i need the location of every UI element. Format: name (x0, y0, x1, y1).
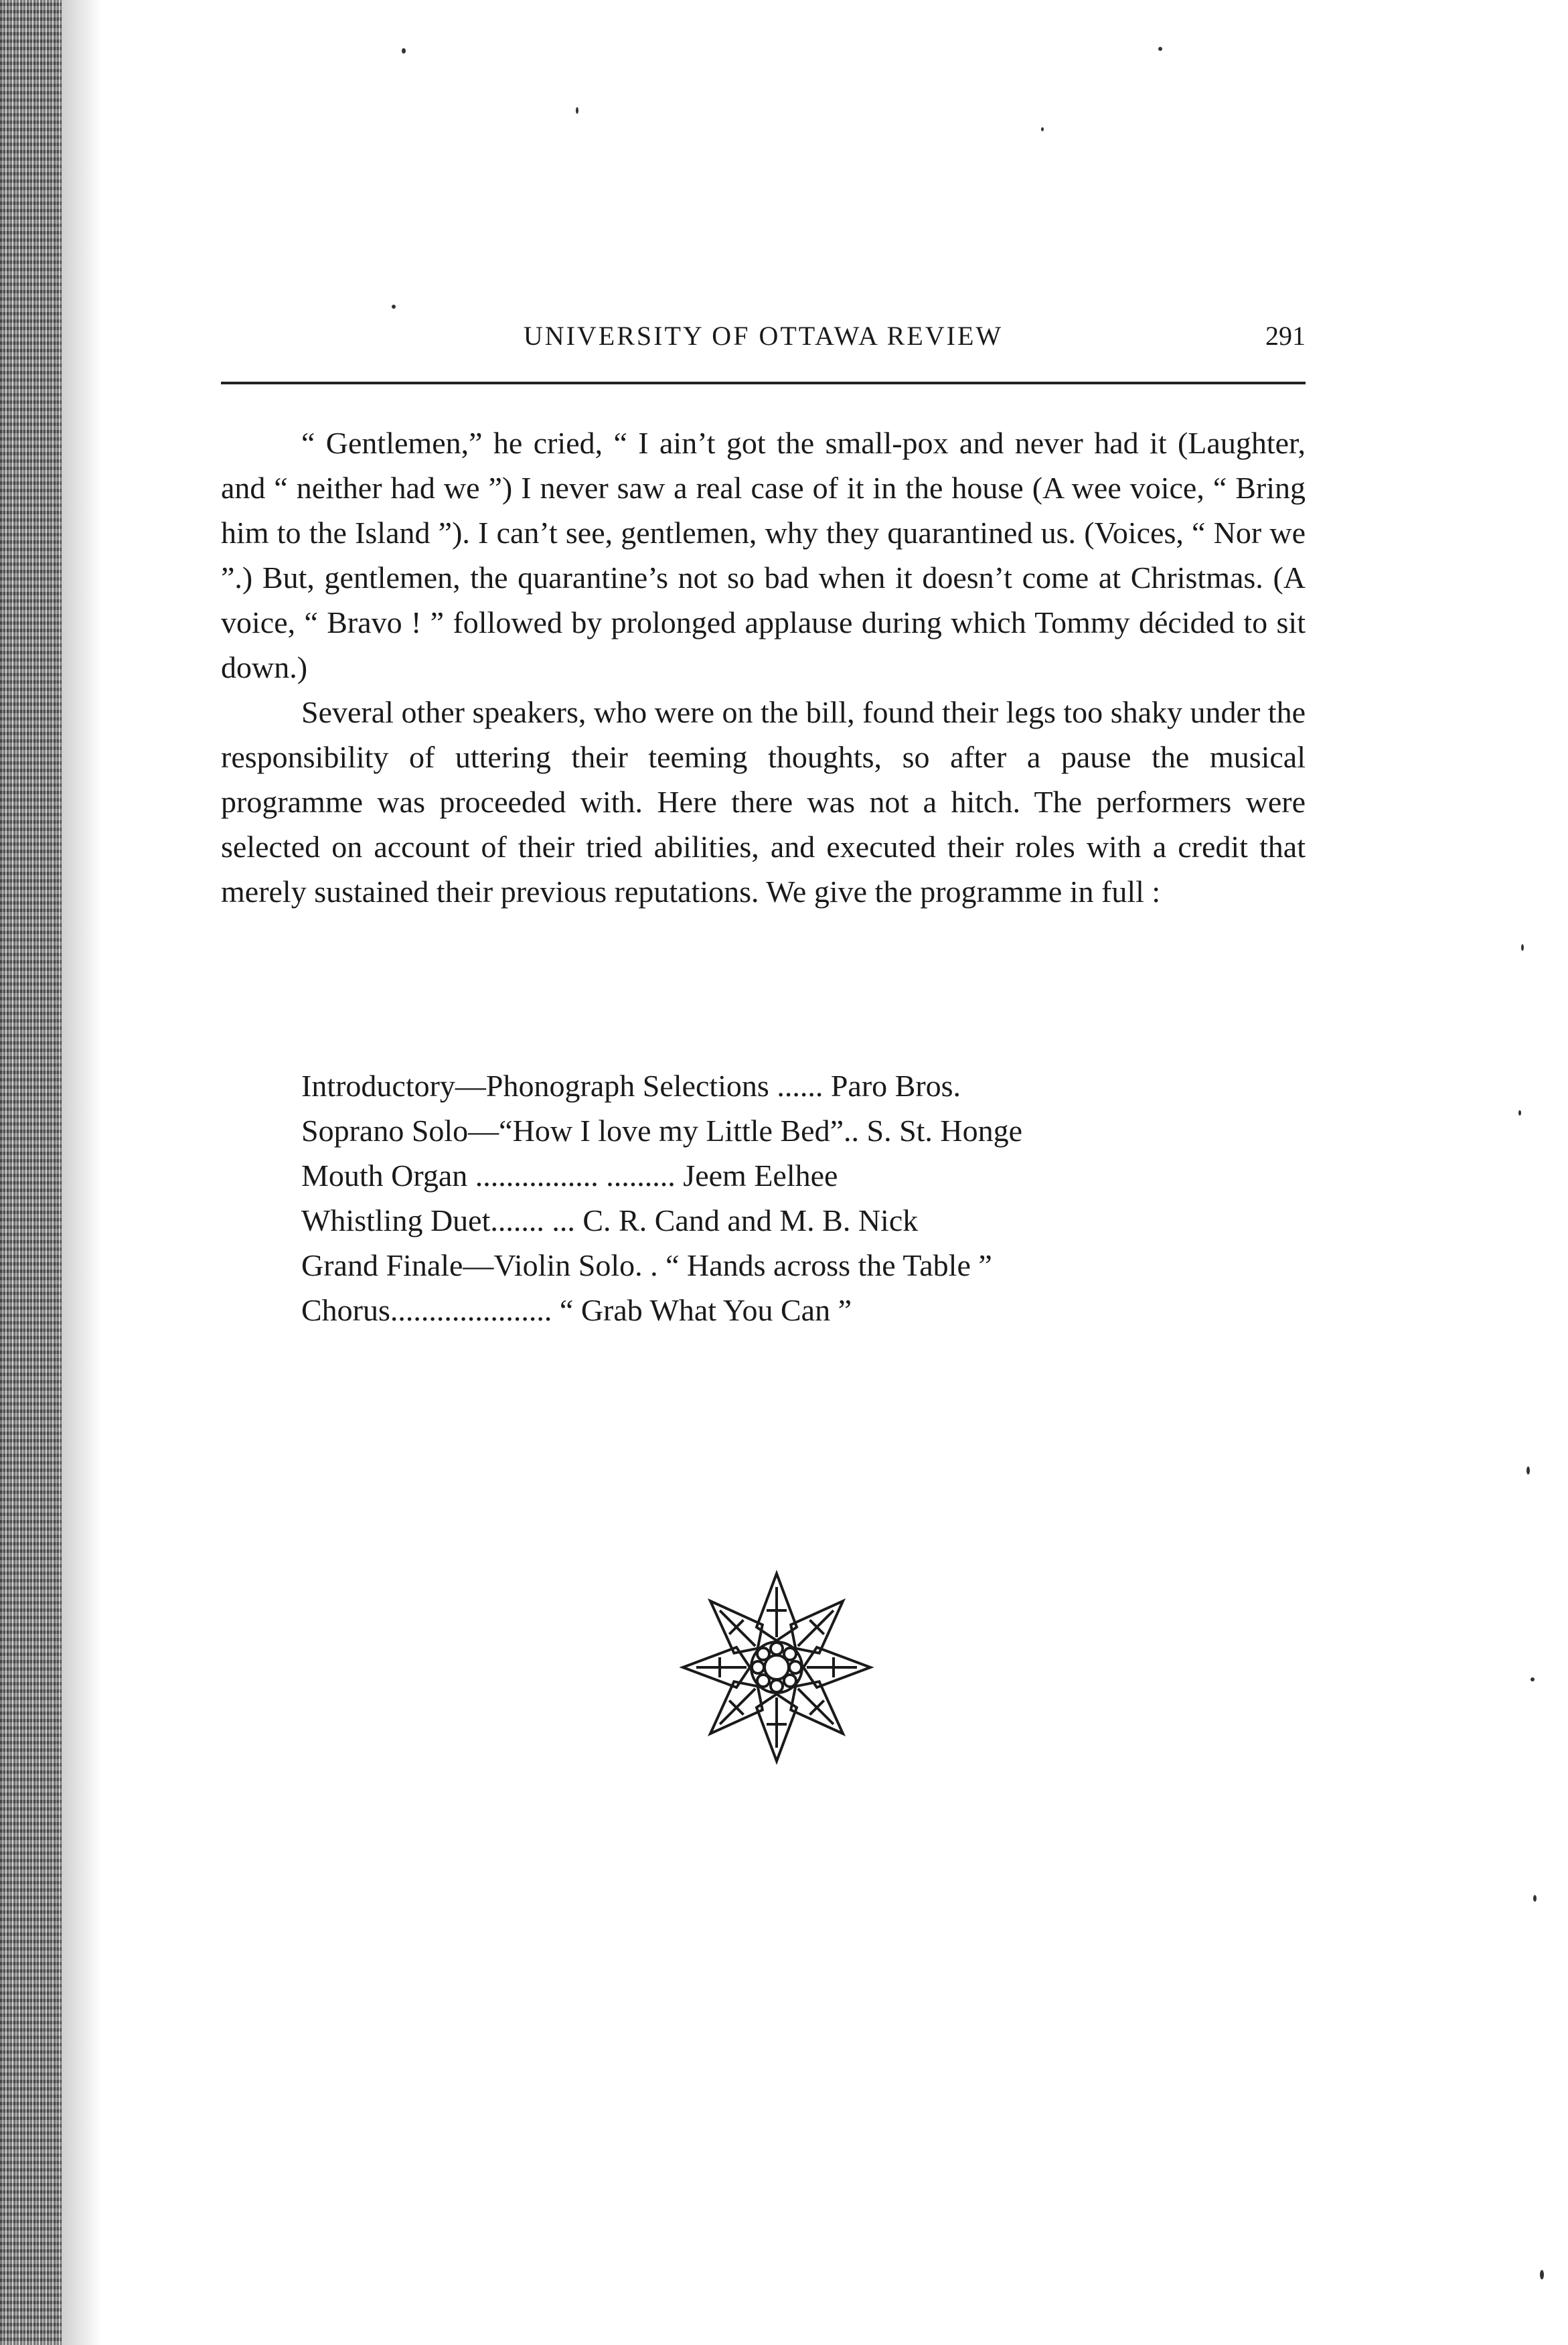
scan-speck (1518, 1110, 1521, 1116)
paragraph: Several other speakers, who were on the bill, found their legs too shaky under the responsibility of uttering their teeming thoughts, so after a pause the musical programme was proceeded with. Here there was not a hitch. The performers were selected on account of their tried abilities, and executed their roles with a credit that merely sustained their previous reputations. We give the programme in full : (221, 695, 1306, 909)
running-title: UNIVERSITY OF OTTAWA REVIEW (523, 321, 1004, 351)
page-number: 291 (1265, 321, 1306, 351)
programme-item: Whistling Duet....... ... C. R. Cand and M. B. Nick (301, 1203, 919, 1237)
programme-item: Soprano Solo—“How I love my Little Bed”.. S. St. Honge (301, 1114, 1023, 1148)
scan-speck (1540, 2270, 1544, 2279)
scan-speck (1041, 127, 1044, 131)
programme-list (301, 1063, 1239, 1333)
scan-speck (402, 48, 406, 54)
scan-speck (392, 305, 396, 309)
programme-item: Introductory—Phonograph Selections ...... Paro Bros. (301, 1069, 961, 1103)
scan-speck (1158, 47, 1162, 51)
scan-speck (1521, 944, 1524, 951)
scan-speck (1533, 1895, 1537, 1902)
scan-speck (1526, 1466, 1530, 1474)
header-rule (221, 382, 1306, 384)
star-flower-ornament-icon (676, 1567, 877, 1768)
scan-speck (576, 107, 578, 114)
page-header (221, 320, 1306, 367)
binding-edge (0, 0, 62, 2345)
programme-item: Chorus..................... “ Grab What You Can ” (301, 1293, 852, 1327)
binding-shadow (62, 0, 102, 2345)
body-text (221, 421, 1306, 914)
paragraph: “ Gentlemen,” he cried, “ I ain’t got the small-pox and never had it (Laughter, and “ neither had we ”) I never saw a real case of it in the house (A wee voice, “ Bring him to the Island ”). I can’t see, gentlemen, why they quarantined us. (Voices, “ Nor we ”.) But, gentlemen, the quarantine’s not so bad when it doesn’t come at Christmas. (A voice, “ Bravo ! ” followed by prolonged applause during which Tommy décided to sit down.) (221, 426, 1306, 684)
programme-item: Grand Finale—Violin Solo. . “ Hands across the Table ” (301, 1248, 992, 1282)
scan-speck (1531, 1677, 1535, 1681)
programme-item: Mouth Organ ................ ......... Jeem Eelhee (301, 1158, 838, 1193)
